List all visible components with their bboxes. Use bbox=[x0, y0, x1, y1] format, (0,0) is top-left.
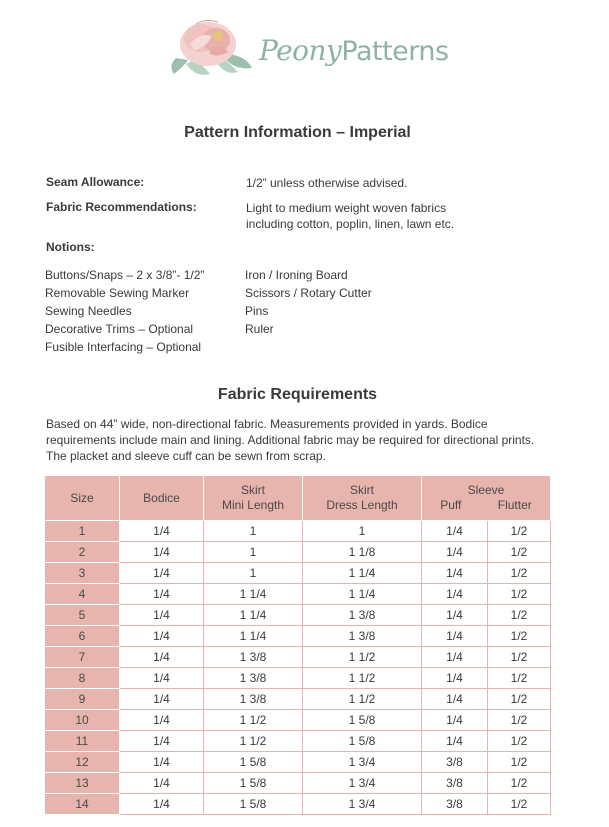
cell-size: 2 bbox=[45, 542, 120, 563]
seam-allowance-value: 1/2” unless otherwise advised. bbox=[246, 176, 408, 190]
cell-sleeve-puff: 1/4 bbox=[422, 710, 488, 731]
cell-skirt-mini: 1 bbox=[204, 563, 303, 584]
cell-sleeve-flutter: 1/2 bbox=[488, 626, 551, 647]
cell-bodice: 1/4 bbox=[120, 668, 204, 689]
table-row bbox=[45, 794, 551, 815]
table-row bbox=[45, 626, 551, 647]
fabric-recommendations-value: Light to medium weight woven fabrics including cotton, poplin, linen, lawn etc. bbox=[246, 201, 455, 231]
cell-skirt-dress: 1 1/4 bbox=[303, 584, 422, 605]
header-skirt-dress bbox=[303, 476, 422, 521]
cell-sleeve-puff: 1/4 bbox=[422, 626, 488, 647]
cell-sleeve-puff: 3/8 bbox=[422, 752, 488, 773]
brand-logo bbox=[166, 14, 449, 80]
notion-item: Scissors / Rotary Cutter bbox=[245, 286, 372, 300]
header-skirt-mini-line1: Skirt bbox=[241, 483, 265, 497]
cell-skirt-dress: 1 1/2 bbox=[303, 647, 422, 668]
cell-skirt-dress: 1 1/2 bbox=[303, 689, 422, 710]
cell-bodice: 1/4 bbox=[120, 752, 204, 773]
notion-item: Iron / Ironing Board bbox=[245, 268, 348, 282]
cell-bodice: 1/4 bbox=[120, 584, 204, 605]
table-row bbox=[45, 521, 551, 542]
notion-item: Sewing Needles bbox=[45, 304, 132, 318]
fabric-note: Based on 44” wide, non-directional fabric. Measurements provided in yards. Bodice requirements include main and lining. Additional fabric may be required for directional prints. The placket and sleeve cuff can be sewn from scrap. bbox=[46, 417, 535, 463]
cell-skirt-dress: 1 3/4 bbox=[303, 773, 422, 794]
cell-size: 9 bbox=[45, 689, 120, 710]
cell-size: 8 bbox=[45, 668, 120, 689]
header-bodice: Bodice bbox=[120, 476, 204, 521]
cell-size: 1 bbox=[45, 521, 120, 542]
table-row bbox=[45, 605, 551, 626]
table-row bbox=[45, 563, 551, 584]
cell-skirt-mini: 1 3/8 bbox=[204, 668, 303, 689]
cell-bodice: 1/4 bbox=[120, 521, 204, 542]
cell-skirt-dress: 1 3/4 bbox=[303, 794, 422, 815]
cell-bodice: 1/4 bbox=[120, 542, 204, 563]
cell-skirt-dress: 1 3/8 bbox=[303, 605, 422, 626]
cell-bodice: 1/4 bbox=[120, 794, 204, 815]
table-header-row bbox=[45, 476, 551, 521]
seam-allowance-label: Seam Allowance: bbox=[46, 175, 145, 189]
cell-size: 11 bbox=[45, 731, 120, 752]
cell-skirt-mini: 1 1/4 bbox=[204, 626, 303, 647]
notion-item: Ruler bbox=[245, 322, 274, 336]
cell-skirt-dress: 1 5/8 bbox=[303, 731, 422, 752]
cell-sleeve-flutter: 1/2 bbox=[488, 584, 551, 605]
cell-skirt-dress: 1 5/8 bbox=[303, 710, 422, 731]
page-title: Pattern Information – Imperial bbox=[184, 124, 411, 141]
fabric-recommendations-label: Fabric Recommendations: bbox=[46, 200, 197, 214]
cell-bodice: 1/4 bbox=[120, 563, 204, 584]
notion-item: Buttons/Snaps – 2 x 3/8”- 1/2” bbox=[45, 268, 205, 282]
header-sleeve bbox=[422, 476, 551, 521]
table-row bbox=[45, 773, 551, 794]
cell-size: 4 bbox=[45, 584, 120, 605]
cell-size: 3 bbox=[45, 563, 120, 584]
cell-sleeve-flutter: 1/2 bbox=[488, 689, 551, 710]
notion-item: Decorative Trims – Optional bbox=[45, 322, 194, 336]
brand-name-script: Peony bbox=[259, 34, 342, 67]
fabric-requirements-title: Fabric Requirements bbox=[217, 386, 378, 403]
header-sleeve-flutter: Flutter bbox=[497, 498, 532, 512]
cell-sleeve-flutter: 1/2 bbox=[488, 647, 551, 668]
header-skirt-dress-line1: Skirt bbox=[350, 483, 374, 497]
cell-sleeve-flutter: 1/2 bbox=[488, 605, 551, 626]
notion-item: Fusible Interfacing – Optional bbox=[45, 340, 202, 354]
cell-sleeve-flutter: 1/2 bbox=[488, 521, 551, 542]
cell-sleeve-puff: 3/8 bbox=[422, 773, 488, 794]
cell-skirt-mini: 1 3/8 bbox=[204, 689, 303, 710]
cell-sleeve-puff: 1/4 bbox=[422, 731, 488, 752]
table-row bbox=[45, 542, 551, 563]
cell-sleeve-flutter: 1/2 bbox=[488, 710, 551, 731]
cell-sleeve-flutter: 1/2 bbox=[488, 731, 551, 752]
cell-skirt-dress: 1 1/8 bbox=[303, 542, 422, 563]
cell-skirt-mini: 1 1/2 bbox=[204, 731, 303, 752]
table-row bbox=[45, 689, 551, 710]
cell-skirt-dress: 1 bbox=[303, 521, 422, 542]
cell-sleeve-flutter: 1/2 bbox=[488, 773, 551, 794]
cell-size: 5 bbox=[45, 605, 120, 626]
cell-size: 13 bbox=[45, 773, 120, 794]
header-sleeve-label: Sleeve bbox=[467, 483, 505, 497]
cell-skirt-mini: 1 5/8 bbox=[204, 752, 303, 773]
notions-label: Notions: bbox=[46, 240, 95, 254]
cell-size: 7 bbox=[45, 647, 120, 668]
cell-bodice: 1/4 bbox=[120, 647, 204, 668]
cell-sleeve-puff: 1/4 bbox=[422, 605, 488, 626]
cell-sleeve-puff: 1/4 bbox=[422, 668, 488, 689]
table-row bbox=[45, 710, 551, 731]
table-row bbox=[45, 731, 551, 752]
cell-sleeve-flutter: 1/2 bbox=[488, 794, 551, 815]
cell-size: 12 bbox=[45, 752, 120, 773]
cell-bodice: 1/4 bbox=[120, 731, 204, 752]
notion-item: Removable Sewing Marker bbox=[45, 286, 190, 300]
cell-skirt-dress: 1 3/4 bbox=[303, 752, 422, 773]
cell-bodice: 1/4 bbox=[120, 773, 204, 794]
cell-skirt-dress: 1 3/8 bbox=[303, 626, 422, 647]
cell-bodice: 1/4 bbox=[120, 605, 204, 626]
cell-size: 14 bbox=[45, 794, 120, 815]
cell-size: 10 bbox=[45, 710, 120, 731]
cell-sleeve-flutter: 1/2 bbox=[488, 752, 551, 773]
peony-flower-icon bbox=[166, 14, 256, 80]
table-row bbox=[45, 752, 551, 773]
cell-skirt-mini: 1 3/8 bbox=[204, 647, 303, 668]
cell-sleeve-flutter: 1/2 bbox=[488, 668, 551, 689]
cell-sleeve-puff: 1/4 bbox=[422, 563, 488, 584]
cell-sleeve-flutter: 1/2 bbox=[488, 542, 551, 563]
cell-sleeve-puff: 1/4 bbox=[422, 542, 488, 563]
header-sleeve-puff: Puff bbox=[440, 498, 462, 512]
cell-skirt-mini: 1 5/8 bbox=[204, 773, 303, 794]
cell-sleeve-flutter: 1/2 bbox=[488, 563, 551, 584]
cell-sleeve-puff: 1/4 bbox=[422, 584, 488, 605]
header-skirt-dress-line2: Dress Length bbox=[326, 498, 398, 512]
cell-skirt-mini: 1 1/2 bbox=[204, 710, 303, 731]
header-skirt-mini-line2: Mini Length bbox=[221, 498, 285, 512]
cell-sleeve-puff: 1/4 bbox=[422, 647, 488, 668]
header-skirt-mini bbox=[204, 476, 303, 521]
cell-skirt-mini: 1 5/8 bbox=[204, 794, 303, 815]
cell-bodice: 1/4 bbox=[120, 710, 204, 731]
brand-name-rest: Patterns bbox=[341, 36, 449, 67]
cell-sleeve-puff: 1/4 bbox=[422, 521, 488, 542]
cell-skirt-dress: 1 1/4 bbox=[303, 563, 422, 584]
cell-bodice: 1/4 bbox=[120, 626, 204, 647]
table-row bbox=[45, 647, 551, 668]
cell-skirt-mini: 1 bbox=[204, 521, 303, 542]
table-row bbox=[45, 668, 551, 689]
cell-bodice: 1/4 bbox=[120, 689, 204, 710]
cell-skirt-mini: 1 1/4 bbox=[204, 605, 303, 626]
brand-name bbox=[259, 34, 449, 67]
notion-item: Pins bbox=[245, 304, 269, 318]
header-size: Size bbox=[45, 476, 120, 521]
cell-sleeve-puff: 1/4 bbox=[422, 689, 488, 710]
table-row bbox=[45, 584, 551, 605]
cell-size: 6 bbox=[45, 626, 120, 647]
fabric-requirements-table bbox=[44, 475, 551, 815]
cell-skirt-dress: 1 1/2 bbox=[303, 668, 422, 689]
cell-skirt-mini: 1 bbox=[204, 542, 303, 563]
cell-sleeve-puff: 3/8 bbox=[422, 794, 488, 815]
cell-skirt-mini: 1 1/4 bbox=[204, 584, 303, 605]
